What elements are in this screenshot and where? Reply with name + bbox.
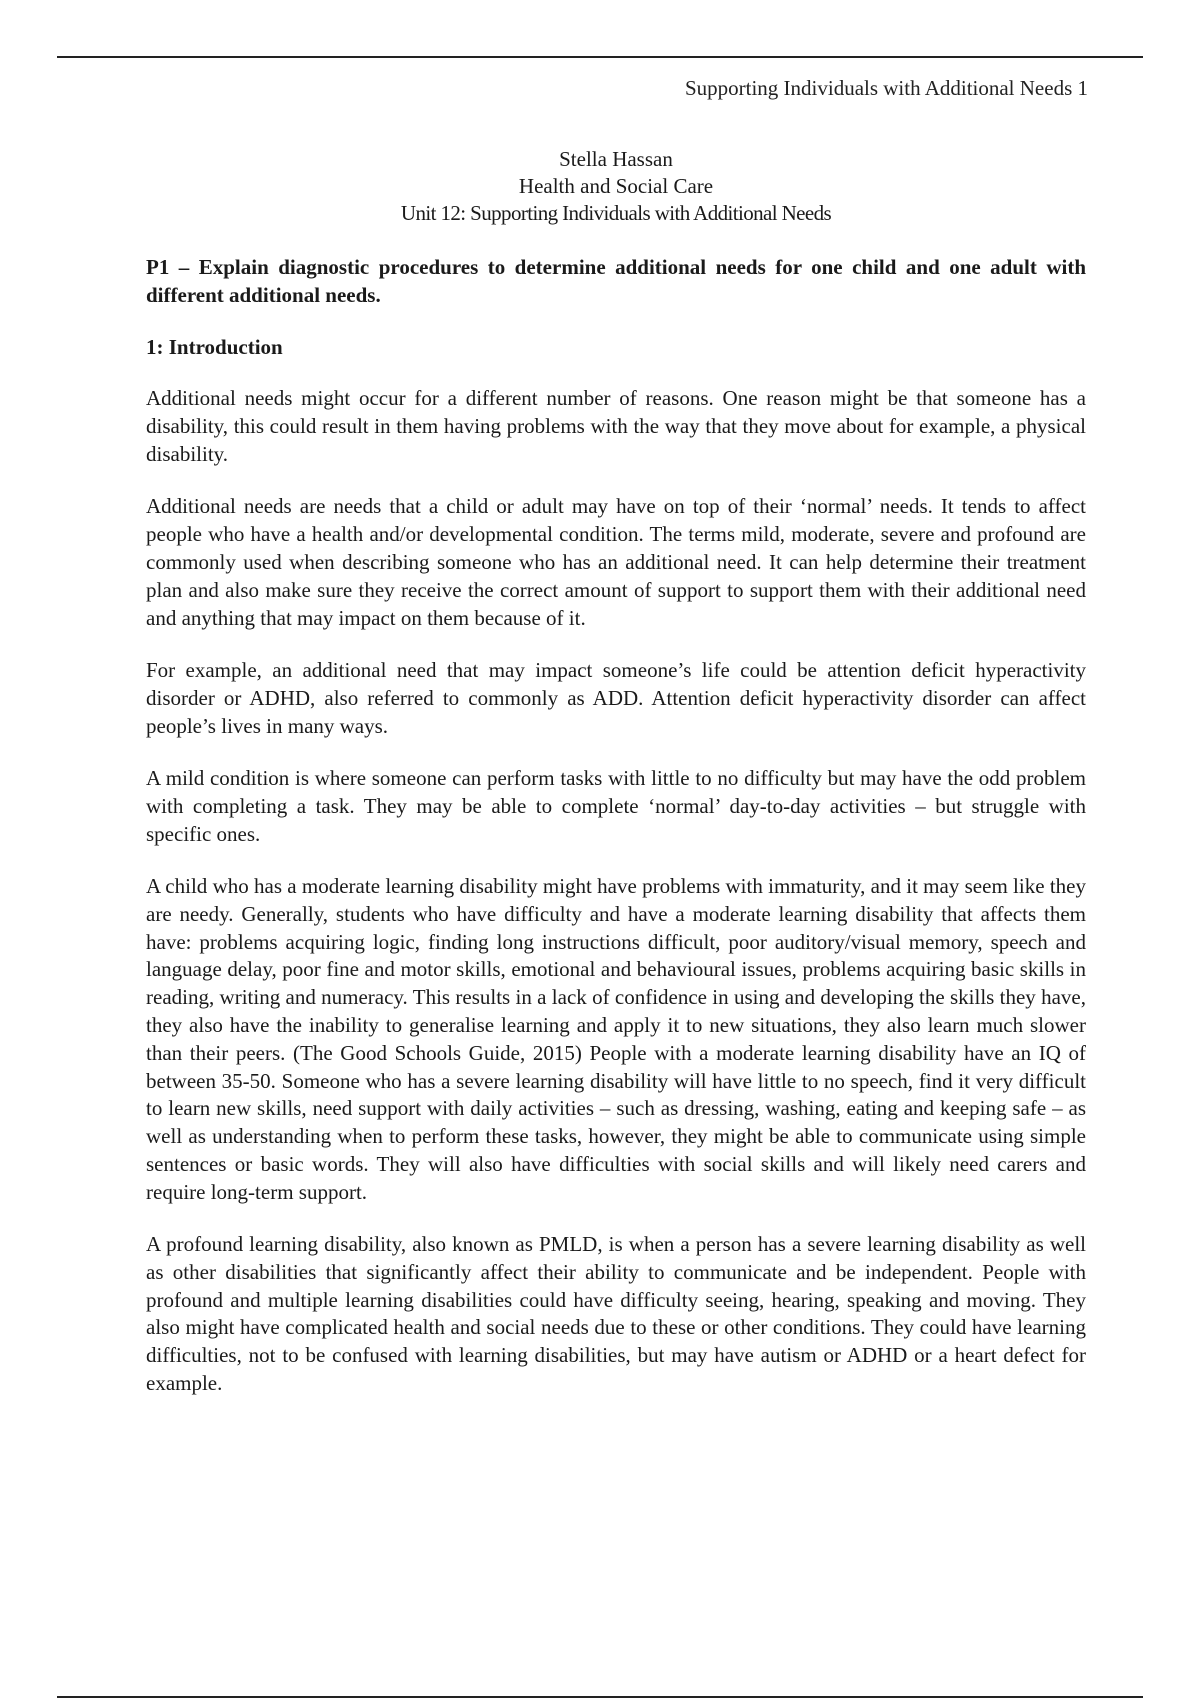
document-body	[146, 254, 1086, 1422]
paragraph-3: For example, an additional need that may impact someone’s life could be attention deficit hyperactivity disorder or ADHD, also referred to commonly as ADD. Attention deficit hyperactivity disorder can affect people’s lives in many ways.	[146, 657, 1086, 738]
section-heading: 1: Introduction	[146, 334, 283, 359]
title-block	[146, 146, 1086, 227]
bottom-rule	[57, 1696, 1143, 1698]
paragraph-1: Additional needs might occur for a different number of reasons. One reason might be that someone has a disability, this could result in them having problems with the way that they move about for example, a physical disability.	[146, 386, 1086, 466]
top-rule	[57, 56, 1143, 58]
paragraph-4: A mild condition is where someone can perform tasks with little to no difficulty but may have the odd problem with completing a task. They may be able to complete ‘normal’ day-to-day activities – but struggle with specific ones.	[146, 765, 1086, 846]
paragraph-6: A profound learning disability, also known as PMLD, is when a person has a severe learning disability as well as other disabilities that significantly affect their ability to communicate and be independent. People with profound and multiple learning disabilities could have difficulty seeing, hearing, speaking and moving. They also might have complicated health and social needs due to these or other conditions. They could have learning difficulties, not to be confused with learning disabilities, but may have autism or ADHD or a heart defect for example.	[146, 1232, 1086, 1396]
paragraph-2: Additional needs are needs that a child or adult may have on top of their ‘normal’ needs. It tends to affect people who have a health and/or developmental condition. The terms mild, moderate, severe and profound are commonly used when describing someone who has an additional need. It can help determine their treatment plan and also make sure they receive the correct amount of support to support them with their additional need and anything that may impact on them because of it.	[146, 494, 1086, 630]
task-heading: P1 – Explain diagnostic procedures to determine additional needs for one child and one adult with different additional needs.	[146, 255, 1086, 307]
author-name: Stella Hassan	[559, 147, 673, 171]
unit-title: Unit 12: Supporting Individuals with Additional Needs	[400, 201, 832, 225]
paragraph-5: A child who has a moderate learning disability might have problems with immaturity, and it may seem like they are needy. Generally, students who have difficulty and have a moderate learning disability that affects them have: problems acquiring logic, finding long instructions difficult, poor auditory/visual memory, speech and language delay, poor fine and motor skills, emotional and behavioural issues, problems acquiring basic skills in reading, writing and numeracy. This results in a lack of confidence in using and developing the skills they have, they also have the inability to generalise learning and apply it to new situations, they also learn much slower than their peers. (The Good Schools Guide, 2015) People with a moderate learning disability have an IQ of between 35-50. Someone who has a severe learning disability will have little to no speech, find it very difficult to learn new skills, need support with daily activities – such as dressing, washing, eating and keeping safe – as well as understanding when to perform these tasks, however, they might be able to communicate using simple sentences or basic words. They will also have difficulties with social skills and will likely need carers and require long-term support.	[146, 873, 1086, 1204]
course-name: Health and Social Care	[518, 174, 714, 198]
running-head: Supporting Individuals with Additional Needs 1	[684, 76, 1088, 100]
